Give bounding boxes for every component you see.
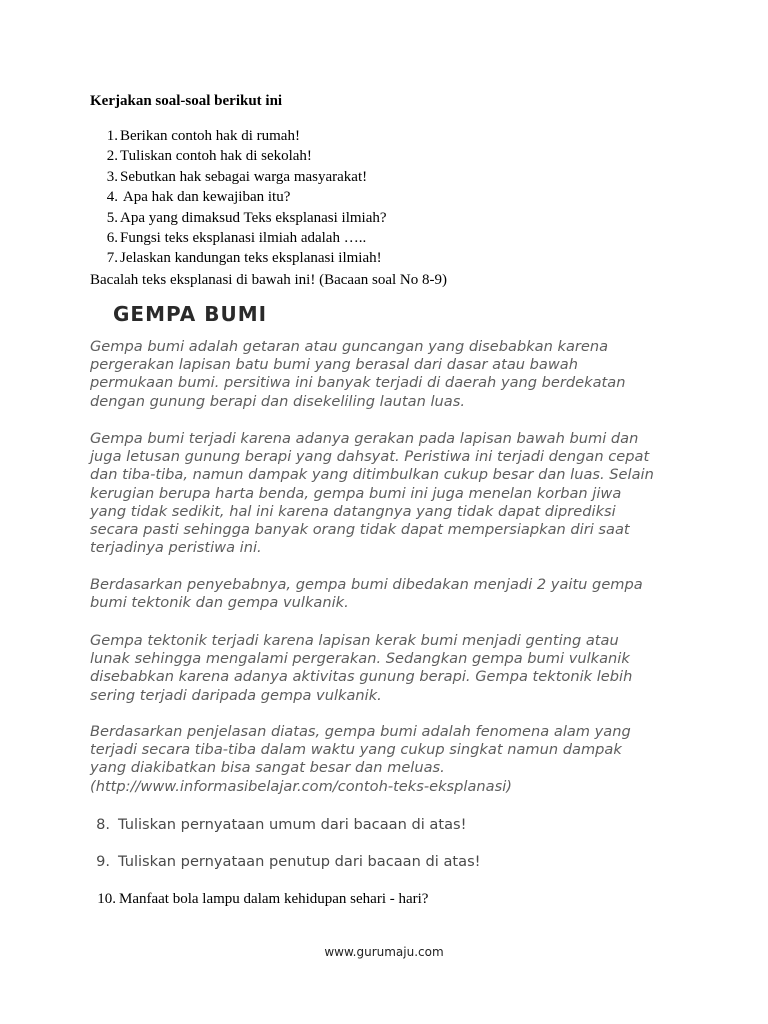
question-text: Tuliskan pernyataan penutup dari bacaan di atas!	[118, 853, 481, 870]
question-number: 8.	[96, 816, 110, 833]
question-item	[90, 187, 387, 207]
paragraph-line: dan tiba-tiba, namun dampak yang ditimbulkan cukup besar dan luas. Selain	[90, 466, 654, 484]
question-text: Apa yang dimaksud Teks eksplanasi ilmiah?	[120, 209, 387, 226]
paragraph-line: lunak sehingga mengalami pergerakan. Sedangkan gempa bumi vulkanik	[90, 650, 630, 668]
question-item	[90, 146, 387, 166]
reading-source-link: (http://www.informasibelajar.com/contoh-teks-eksplanasi)	[90, 777, 512, 795]
question-list	[90, 126, 387, 269]
question-number: 3.	[106, 168, 118, 185]
paragraph-line: bumi tektonik dan gempa vulkanik.	[90, 594, 349, 612]
question-item	[90, 167, 387, 187]
question-text: Manfaat bola lampu dalam kehidupan sehari - hari?	[119, 891, 429, 907]
question-item	[90, 126, 387, 146]
paragraph-line: Gempa tektonik terjadi karena lapisan kerak bumi menjadi genting atau	[90, 632, 619, 649]
paragraph-line: disebabkan karena adanya aktivitas gunung berapi. Gempa tektonik lebih	[90, 668, 633, 686]
paragraph-line: terjadi secara tiba-tiba dalam waktu yang cukup singkat namun dampak	[90, 741, 622, 759]
question-number: 7.	[106, 250, 118, 267]
question-item	[90, 891, 428, 908]
reading-paragraph	[90, 338, 690, 411]
paragraph-line: terjadinya peristiwa ini.	[90, 539, 262, 557]
reading-instruction: Bacalah teks eksplanasi di bawah ini! (Bacaan soal No 8-9)	[90, 272, 447, 288]
paragraph-line: Gempa bumi adalah getaran atau guncangan yang disebabkan karena	[90, 338, 609, 355]
question-text: Sebutkan hak sebagai warga masyarakat!	[120, 168, 368, 185]
question-text: Tuliskan contoh hak di sekolah!	[120, 148, 312, 165]
question-number: 6.	[106, 229, 118, 246]
paragraph-line: dengan gunung berapi dan disekeliling lautan luas.	[90, 392, 465, 410]
paragraph-line: secara pasti sehingga banyak orang tidak dapat mempersiapkan diri saat	[90, 521, 630, 539]
question-text: Fungsi teks eksplanasi ilmiah adalah …..	[120, 229, 367, 246]
question-text: Berikan contoh hak di rumah!	[120, 128, 300, 144]
question-number: 5.	[106, 209, 118, 226]
question-number: 10.	[97, 891, 116, 907]
question-number: 2.	[106, 148, 118, 165]
reading-title: GEMPA BUMI	[113, 302, 268, 326]
paragraph-line: juga letusan gunung berapi yang dahsyat. Peristiwa ini terjadi dengan cepat	[90, 448, 650, 466]
paragraph-line: Berdasarkan penyebabnya, gempa bumi dibedakan menjadi 2 yaitu gempa	[90, 576, 643, 593]
worksheet-heading: Kerjakan soal-soal berikut ini	[90, 93, 283, 109]
reading-paragraph	[90, 576, 690, 612]
question-text: Jelaskan kandungan teks eksplanasi ilmiah!	[120, 250, 382, 267]
footer-website: www.gurumaju.com	[324, 945, 444, 959]
paragraph-line: pergerakan lapisan batu bumi yang berasal dari dasar atau bawah	[90, 356, 578, 374]
question-item	[90, 228, 387, 248]
question-number: 4.	[106, 189, 118, 206]
question-item	[90, 208, 387, 228]
question-text: Apa hak dan kewajiban itu?	[120, 189, 291, 206]
reading-paragraph	[90, 723, 690, 796]
reading-paragraph	[90, 430, 690, 557]
paragraph-line: kerugian berupa harta benda, gempa bumi ini juga menelan korban jiwa	[90, 484, 622, 502]
question-text: Tuliskan pernyataan umum dari bacaan di atas!	[118, 816, 467, 833]
paragraph-line: permukaan bumi. persitiwa ini banyak terjadi di daerah yang berdekatan	[90, 374, 626, 392]
question-item	[90, 853, 481, 870]
question-number: 9.	[96, 853, 110, 870]
question-item	[90, 816, 467, 833]
paragraph-line: yang diakibatkan bisa sangat besar dan meluas.	[90, 759, 445, 777]
paragraph-line: sering terjadi daripada gempa vulkanik.	[90, 686, 382, 704]
paragraph-line: yang tidak sedikit, hal ini karena datangnya yang tidak dapat diprediksi	[90, 502, 616, 520]
paragraph-line: Berdasarkan penjelasan diatas, gempa bumi adalah fenomena alam yang	[90, 723, 631, 740]
question-item	[90, 248, 387, 268]
question-number: 1.	[106, 128, 118, 144]
paragraph-line: Gempa bumi terjadi karena adanya gerakan pada lapisan bawah bumi dan	[90, 430, 639, 447]
reading-paragraph	[90, 632, 690, 705]
